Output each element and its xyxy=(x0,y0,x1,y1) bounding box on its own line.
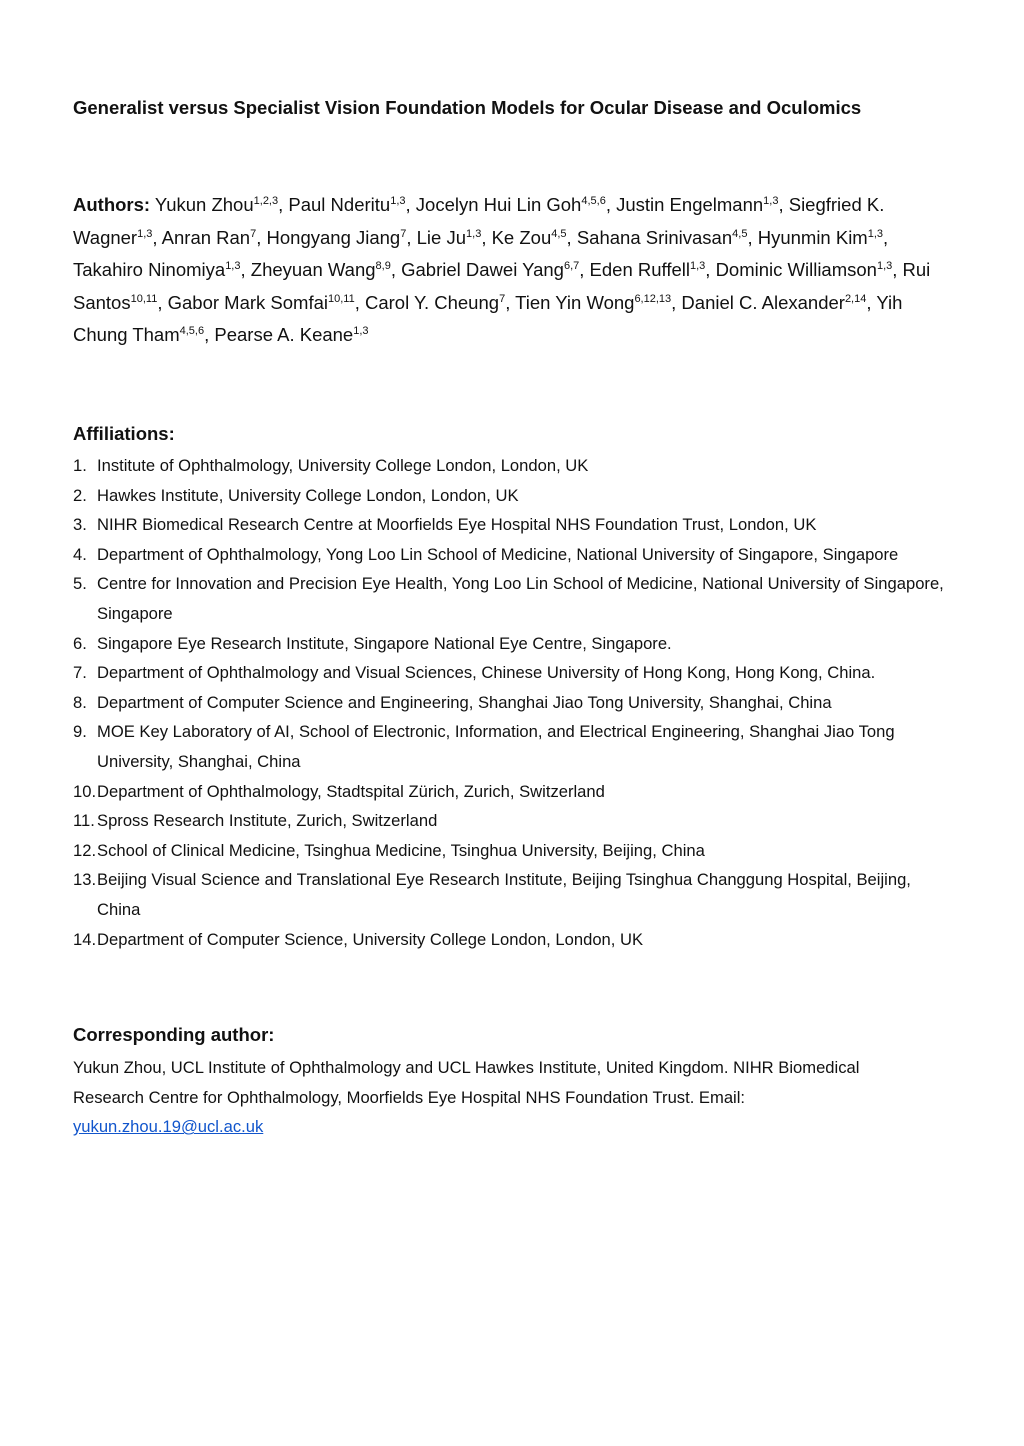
affiliation-text: Beijing Visual Science and Translational Eye Research Institute, Beijing Tsinghua Changgung Hospital, Beijing, China xyxy=(97,870,911,919)
affiliation-item xyxy=(73,836,953,866)
affiliation-text: Department of Computer Science and Engineering, Shanghai Jiao Tong University, Shanghai, China xyxy=(97,692,832,712)
author-name: Sahana Srinivasan xyxy=(576,226,733,248)
author-affiliation-marker: 1,3 xyxy=(763,195,779,207)
authors-block xyxy=(73,189,953,352)
affiliation-text: Department of Ophthalmology, Yong Loo Lin School of Medicine, National University of Singapore, Singapore xyxy=(97,544,899,564)
corresponding-author-heading: Corresponding author: xyxy=(73,1024,275,1045)
author-affiliation-marker: 1,3 xyxy=(867,227,884,240)
author-name: Siegfried K. Wagner xyxy=(73,194,885,248)
author-affiliation-marker: 1,3 xyxy=(137,227,153,240)
author-affiliation-marker: 8,9 xyxy=(375,260,391,273)
author-name: Yih Chung Tham xyxy=(73,291,903,346)
affiliations-heading: Affiliations: xyxy=(73,423,175,444)
author-affiliation-marker: 1,3 xyxy=(876,260,893,273)
author-name: Dominic Williamson xyxy=(715,259,877,281)
affiliation-number: 4. xyxy=(73,544,87,564)
author-name: Ke Zou xyxy=(491,226,552,248)
affiliation-text: Department of Computer Science, University College London, London, UK xyxy=(97,929,644,949)
author-name: Gabor Mark Somfai xyxy=(167,291,328,313)
author-name: Hongyang Jiang xyxy=(266,226,401,248)
affiliation-item xyxy=(73,629,953,659)
author-name: Hyunmin Kim xyxy=(757,226,868,248)
author-affiliation-marker: 4,5,6 xyxy=(581,195,606,207)
affiliation-item xyxy=(73,688,953,718)
affiliation-number: 10. xyxy=(73,781,97,801)
affiliation-text: Department of Ophthalmology and Visual Sciences, Chinese University of Hong Kong, Hong Kong, China. xyxy=(97,663,876,683)
affiliations-list xyxy=(73,451,953,954)
affiliation-item xyxy=(73,806,953,836)
affiliation-number: 6. xyxy=(73,633,87,653)
author-name: Daniel C. Alexander xyxy=(681,291,845,313)
author-affiliation-marker: 4,5 xyxy=(551,227,567,240)
affiliation-text: MOE Key Laboratory of AI, School of Electronic, Information, and Electrical Engineering, Shanghai Jiao Tong University, Shanghai, China xyxy=(97,722,895,771)
affiliation-number: 7. xyxy=(73,663,87,683)
author-name: Pearse A. Keane xyxy=(214,324,354,346)
author-name: Anran Ran xyxy=(161,226,251,248)
affiliation-number: 11. xyxy=(73,811,95,831)
authors-label: Authors: xyxy=(73,194,151,215)
affiliation-number: 2. xyxy=(73,485,87,505)
author-name: Zheyuan Wang xyxy=(250,259,376,281)
author-affiliation-marker: 1,3 xyxy=(225,260,241,273)
author-name: Tien Yin Wong xyxy=(515,291,635,313)
affiliation-item xyxy=(73,658,953,688)
author-affiliation-marker: 1,3 xyxy=(466,227,482,240)
affiliation-text: School of Clinical Medicine, Tsinghua Medicine, Tsinghua University, Beijing, China xyxy=(97,840,705,860)
author-affiliation-marker: 1,2,3 xyxy=(253,195,279,207)
affiliation-number: 13. xyxy=(73,870,97,890)
author-name: Carol Y. Cheung xyxy=(365,291,500,313)
corresponding-email-link[interactable]: yukun.zhou.19@ucl.ac.uk xyxy=(73,1117,264,1137)
affiliation-item xyxy=(73,540,953,570)
affiliation-item xyxy=(73,451,953,481)
author-name: Eden Ruffell xyxy=(589,259,690,281)
author-affiliation-marker: 2,14 xyxy=(844,292,867,305)
affiliation-item xyxy=(73,717,953,776)
authors-list: Yukun Zhou$^{1,2,3}$, Paul Nderitu$^{1,3}$, Jocelyn Hui Lin Goh$^{4,5,6}$, Justin Engelmann$^{1,3}$, Siegfried K. Wagner$^{1,3}$, Anran Ran$^7$, Hongyang Jiang$^7$, Lie Ju$^{1,3}$, Ke Zou$^{4,5}$, Sahana Srinivasan$^{4,5}$, Hyunmin Kim$^{1,3}$, Takahiro Ninomiya$^{1,3}$, Zheyuan Wang$^{8,9}$, Gabriel Dawei Yang$^{6,7}$, Eden Ruffell$^{1,3}$, Dominic Williamson$^{1,3}$, Rui Santos$^{10,11}$, Gabor Mark Somfai$^{10,11}$, Carol Y. Cheung$^7$, Tien Yin Wong$^{6,12,13}$, Daniel C. Alexander$^{2,14}$, Yih Chung Tham$^{4,5,6}$, Pearse A. Keane$^{1,3}$ xyxy=(73,194,931,346)
author-affiliation-marker: 1,3 xyxy=(390,195,406,207)
author-affiliation-marker: 6,12,13 xyxy=(634,292,672,305)
affiliation-text: Department of Ophthalmology, Stadtspital Zürich, Zurich, Switzerland xyxy=(97,781,605,801)
affiliation-item xyxy=(73,569,953,628)
affiliation-text: Spross Research Institute, Zurich, Switzerland xyxy=(97,811,438,831)
affiliation-number: 5. xyxy=(73,574,87,594)
author-name: Jocelyn Hui Lin Goh xyxy=(415,194,582,215)
author-affiliation-marker: 4,5,6 xyxy=(179,325,205,338)
author-affiliation-marker: 10,11 xyxy=(130,292,158,305)
affiliation-number: 12. xyxy=(73,840,97,860)
author-name: Takahiro Ninomiya xyxy=(73,259,226,281)
author-affiliation-marker: 1,3 xyxy=(689,260,706,273)
author-affiliation-marker: 1,3 xyxy=(353,325,369,338)
author-affiliation-marker: 7 xyxy=(400,227,407,240)
affiliation-item xyxy=(73,865,953,924)
author-affiliation-marker: 10,11 xyxy=(328,292,355,305)
affiliation-text: Centre for Innovation and Precision Eye Health, Yong Loo Lin School of Medicine, National University of Singapore, Singapore xyxy=(97,574,944,623)
author-name: Rui Santos xyxy=(73,259,931,313)
affiliation-item xyxy=(73,481,953,511)
corresponding-author-text: Yukun Zhou, UCL Institute of Ophthalmology and UCL Hawkes Institute, United Kingdom. NIHR Biomedical Research Centre for Ophthalmology, Moorfields Eye Hospital NHS Foundation Trust. Email: xyxy=(73,1058,860,1107)
author-affiliation-marker: 7 xyxy=(250,227,257,240)
affiliation-text: Hawkes Institute, University College London, London, UK xyxy=(97,485,519,505)
affiliation-number: 9. xyxy=(73,722,87,742)
affiliation-number: 3. xyxy=(73,515,87,535)
paper-title: Generalist versus Specialist Vision Foundation Models for Ocular Disease and Oculomics xyxy=(73,97,862,118)
affiliation-text: Institute of Ophthalmology, University College London, London, UK xyxy=(97,456,589,475)
author-affiliation-marker: 7 xyxy=(499,292,506,305)
affiliation-text: Singapore Eye Research Institute, Singapore National Eye Centre, Singapore. xyxy=(97,633,672,653)
author-name: Lie Ju xyxy=(416,226,467,248)
corresponding-author-body xyxy=(73,1053,913,1142)
author-name: Paul Nderitu xyxy=(288,194,391,215)
author-affiliation-marker: 6,7 xyxy=(563,260,580,273)
affiliation-number: 14. xyxy=(73,929,97,949)
affiliation-number: 8. xyxy=(73,692,87,712)
author-name: Yukun Zhou xyxy=(154,194,254,215)
affiliation-item xyxy=(73,777,953,807)
affiliation-item xyxy=(73,510,953,540)
author-name: Justin Engelmann xyxy=(616,194,764,215)
author-affiliation-marker: 4,5 xyxy=(732,227,748,240)
affiliation-item xyxy=(73,925,953,955)
author-name: Gabriel Dawei Yang xyxy=(401,259,564,281)
affiliation-text: NIHR Biomedical Research Centre at Moorfields Eye Hospital NHS Foundation Trust, London, UK xyxy=(97,515,817,535)
affiliation-number: 1. xyxy=(73,456,87,475)
